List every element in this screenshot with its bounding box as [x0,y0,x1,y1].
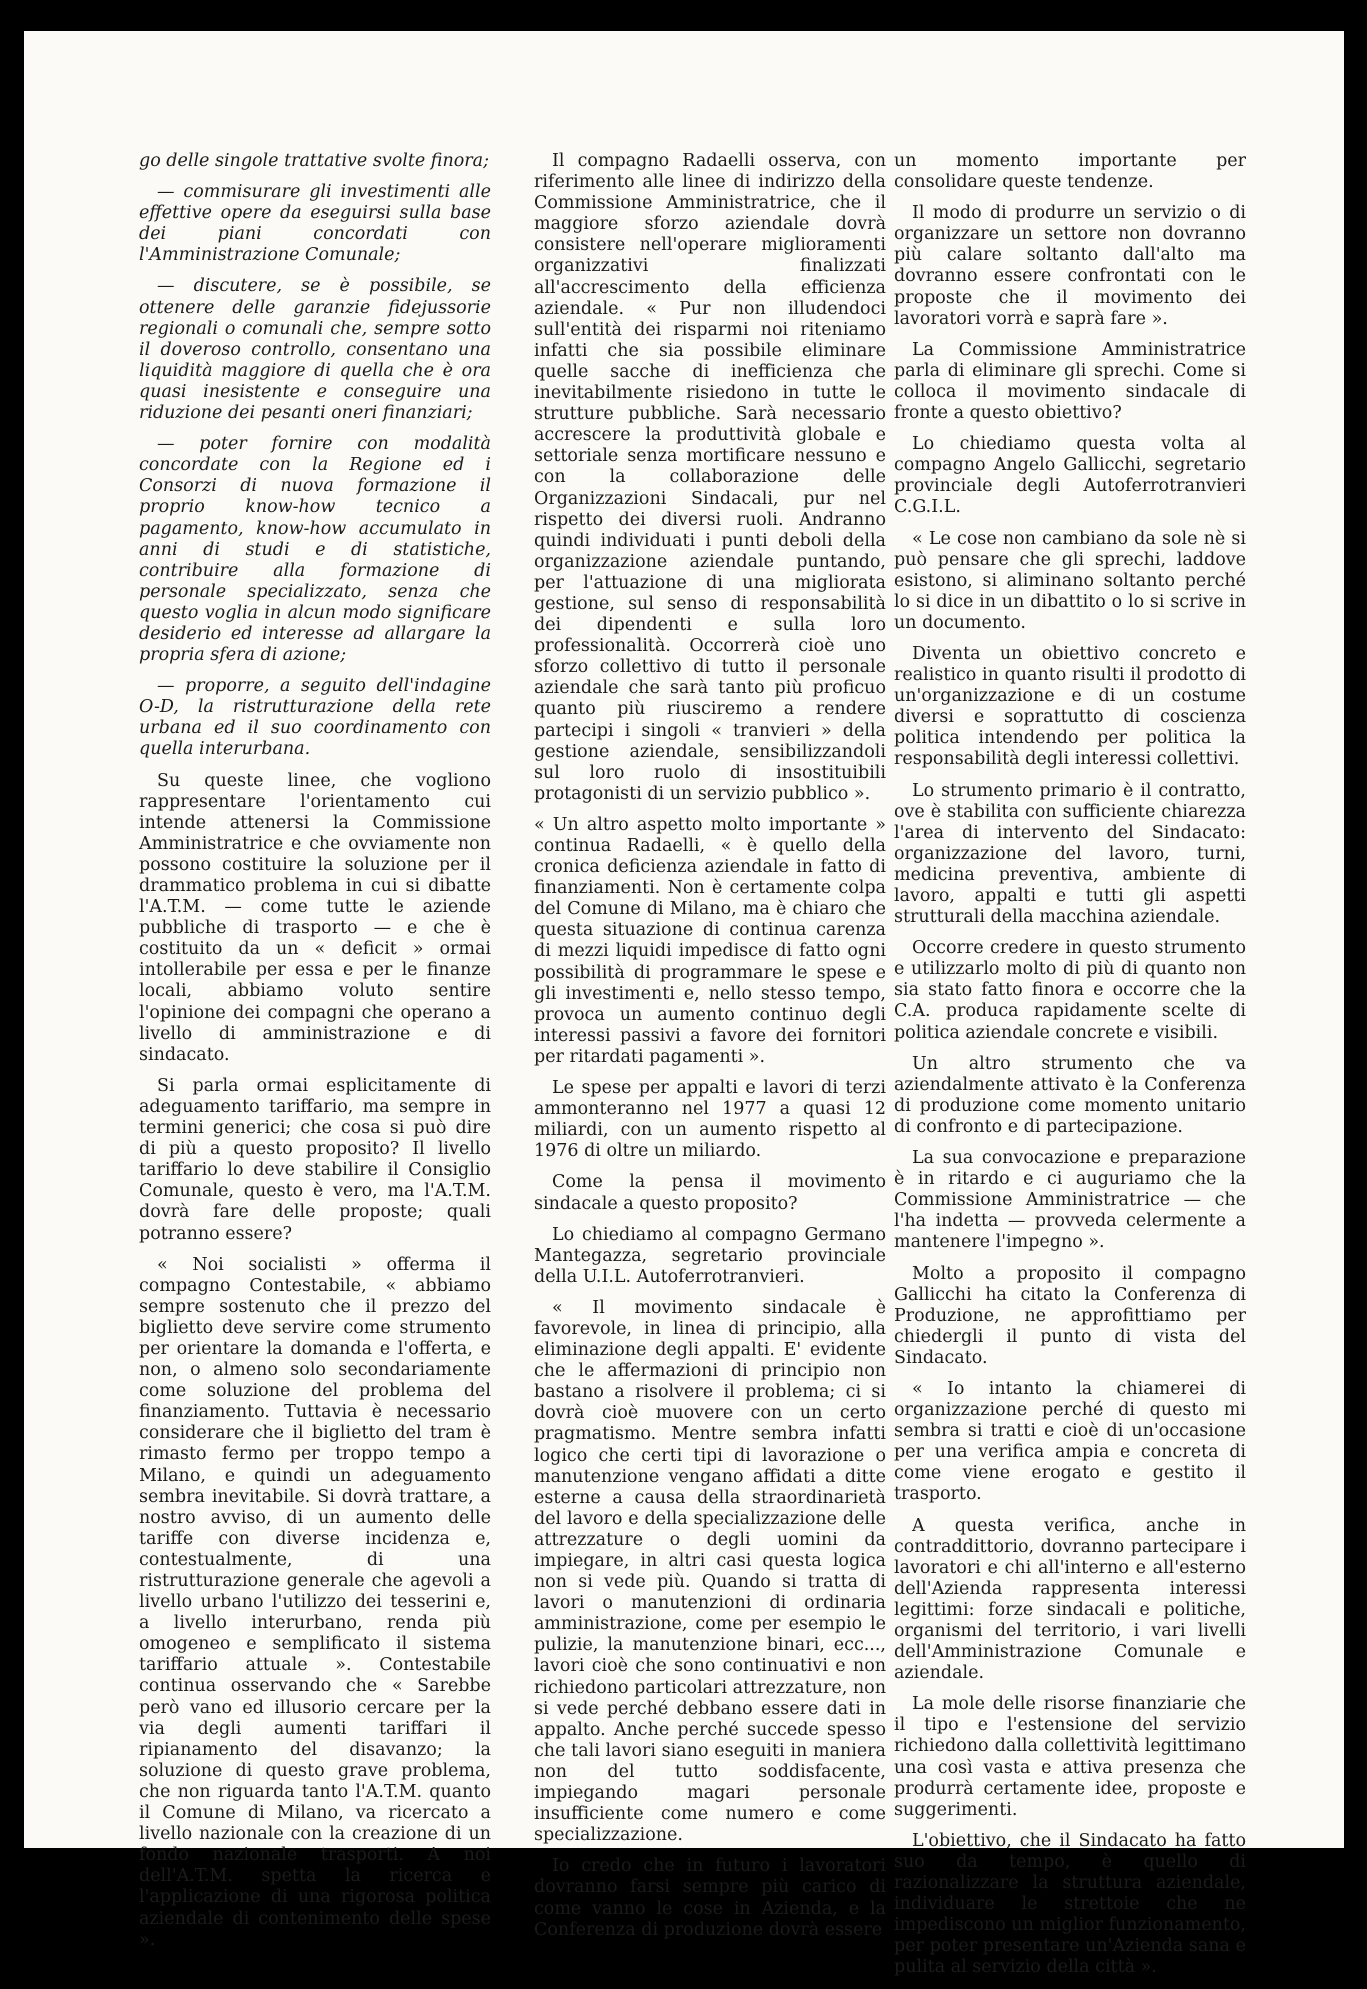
paragraph: Lo chiediamo questa volta al compagno Angelo Gallicchi, segretario provinciale degli Autoferrotranvieri C.G.I.L. [894,434,1246,518]
paragraph: « Il movimento sindacale è favorevole, in linea di principio, alla eliminazione degli appalti. E' evidente che le affermazioni di principio non bastano a risolvere il problema; ci si dovrà cioè muovere con un certo pragmatismo. Mentre sembra infatti logico che certi tipi di lavorazione o manutenzione vengano affidati a ditte esterne a causa della straordinarietà del lavoro e della specializzazione delle attrezzature o degli uomini da impiegare, in altri casi questa logica non si vede più. Quando si tratta di lavori o manutenzioni di ordinaria amministrazione, come per esempio le pulizie, la manutenzione binari, ecc..., lavori cioè che sono continuativi e non richiedono particolari attrezzature, non si vede perché debbano essere dati in appalto. Anche perché succede spesso che tali lavori siano eseguiti in maniera non del tutto soddisfacente, impiegando magari personale insufficiente come numero e come specializzazione. [534,1297,886,1846]
paragraph: « Noi socialisti » offerma il compagno Contestabile, « abbiamo sempre sostenuto che il prezzo del biglietto deve servire come strumento per orientare la domanda e l'offerta, e non, o almeno solo secondariamente come soluzione del problema del finanziamento. Tuttavia è necessario considerare che il biglietto del tram è rimasto fermo per troppo tempo a Milano, e quindi un adeguamento sembra inevitabile. Si dovrà trattare, a nostro avviso, di un aumento delle tariffe con diverse incidenza e, contestualmente, di una ristrutturazione generale che agevoli a livello urbano l'utilizzo dei tesserini e, a livello interurbano, renda più omogeneo e semplificato il sistema tariffario attuale ». Contestabile continua osservando che « Sarebbe però vano ed illusorio cercare per la via degli aumenti tariffari il ripianamento del disavanzo; la soluzione di questo grave problema, che non riguarda tanto l'A.T.M. quanto il Comune di Milano, va ricercato a livello nazionale con la creazione di un fondo nazionale trasporti. A noi dell'A.T.M. spetta la ricerca e l'applicazione di una rigorosa politica aziendale di contenimento delle spese ». [139,1254,491,1950]
paragraph: Lo chiediamo al compagno Germano Mantegazza, segretario provinciale della U.I.L. Autoferrotranvieri. [534,1224,886,1287]
paragraph: La mole delle risorse finanziarie che il tipo e l'estensione del servizio richiedono dalla collettività legittimano una così vasta e attiva presenza che produrrà certamente idee, proposte e suggerimenti. [894,1694,1246,1820]
paragraph: Le spese per appalti e lavori di terzi ammonteranno nel 1977 a quasi 12 miliardi, con un aumento rispetto al 1976 di oltre un miliardo. [534,1078,886,1162]
document-page [24,31,1344,1978]
text-column-1 [139,151,491,1961]
text-column-2 [534,151,886,1951]
paragraph: Il compagno Radaelli osserva, con riferimento alle linee di indirizzo della Commissione Amministratrice, che il maggiore sforzo aziendale dovrà consistere nell'operare miglioramenti organizzativi finalizzati all'accrescimento della efficienza aziendale. « Pur non illudendoci sull'entità dei risparmi noi riteniamo infatti che sia possibile eliminare quelle sacche di inefficienza che inevitabilmente risiedono in tutte le strutture pubbliche. Sarà necessario accrescere la produttività globale e settoriale senza mortificare nessuno e con la collaborazione delle Organizzazioni Sindacali, pur nel rispetto dei diversi ruoli. Andranno quindi individuati i punti deboli della organizzazione aziendale puntando, per l'attuazione di una migliorata gestione, sul senso di responsabilità dei dipendenti e sulla loro professionalità. Occorrerà cioè uno sforzo collettivo di tutto il personale aziendale che sarà tanto più proficuo quanto più riusciremo a rendere partecipi i singoli « tranvieri » della gestione aziendale, sensibilizzandoli sul loro ruolo di insostituibili protagonisti di un servizio pubblico ». [534,151,886,804]
paragraph: « Le cose non cambiano da sole nè si può pensare che gli sprechi, laddove esistono, si aliminano soltanto perché lo si dice in un dibattito o lo si scrive in un documento. [894,528,1246,633]
paragraph: La Commissione Amministratrice parla di eliminare gli sprechi. Come si colloca il movimento sindacale di fronte a questo obiettivo? [894,339,1246,424]
paragraph: Diventa un obiettivo concreto e realistico in quanto risulti il prodotto di un'organizzazione e di un costume diversi e soprattutto di coscienza politica intendendo per politica la responsabilità degli interessi collettivi. [894,643,1246,770]
paragraph: Come la pensa il movimento sindacale a questo proposito? [534,1172,886,1214]
paragraph: Io credo che in futuro i lavoratori dovranno farsi sempre più carico di come vanno le cose in Azienda, e la Conferenza di produzione dovrà essere [534,1856,886,1940]
paragraph: A questa verifica, anche in contraddittorio, dovranno partecipare i lavoratori e chi all'interno e all'esterno dell'Azienda rappresenta interessi legittimi: forze sindacali e politiche, organismi del territorio, i vari livelli dell'Amministrazione Comunale e aziendale. [894,1515,1246,1684]
paragraph: Su queste linee, che vogliono rappresentare l'orientamento cui intende attenersi la Commissione Amministratrice e che ovviamente non possono costituire la soluzione per il drammatico problema in cui si dibatte l'A.T.M. — come tutte le aziende pubbliche di trasporto — e che è costituito da un « deficit » ormai intollerabile per essa e per le finanze locali, abbiamo voluto sentire l'opinione dei compagni che operano a livello di amministrazione e di sindacato. [139,770,491,1065]
paragraph: — poter fornire con modalità concordate con la Regione ed i Consorzi di nuova formazione il proprio know-how tecnico a pagamento, know-how accumulato in anni di studi e di statistiche, contribuire alla formazione di personale specializzato, senza che questo voglia in alcun modo significare desiderio ed interesse ad allargare la propria sfera di azione; [139,434,491,666]
text-column-3 [894,151,1246,1989]
paragraph: La sua convocazione e preparazione è in ritardo e ci auguriamo che la Commissione Amministratrice — che l'ha indetta — provveda celermente a mantenere l'impegno ». [894,1148,1246,1253]
paragraph: — discutere, se è possibile, se ottenere delle garanzie fidejussorie regionali o comunali che, sempre sotto il doveroso controllo, consentano una liquidità maggiore di quella che è ora quasi inesistente e conseguire una riduzione dei pesanti oneri finanziari; [139,276,491,424]
paragraph: Un altro strumento che va aziendalmente attivato è la Conferenza di produzione come momento unitario di confronto e di partecipazione. [894,1053,1246,1137]
paragraph: — commisurare gli investimenti alle effettive opere da eseguirsi sulla base dei piani concordati con l'Amministrazione Comunale; [139,182,491,266]
paragraph: « Io intanto la chiamerei di organizzazione perché di questo mi sembra si tratti e cioè di un'occasione per una verifica ampia e concreta di come viene erogato e gestito il trasporto. [894,1378,1246,1505]
paragraph: go delle singole trattative svolte finora; [139,151,489,171]
paragraph: Si parla ormai esplicitamente di adeguamento tariffario, ma sempre in termini generici; che cosa si può dire di più a questo proposito? Il livello tariffario lo deve stabilire il Consiglio Comunale, questo è vero, ma l'A.T.M. dovrà fare delle proposte; quali potranno essere? [139,1075,491,1244]
paragraph: Occorre credere in questo strumento e utilizzarlo molto di più di quanto non sia stato fatto finora e occorre che la C.A. produca rapidamente scelte di politica aziendale concrete e visibili. [894,938,1246,1043]
paragraph: Il modo di produrre un servizio o di organizzare un settore non dovranno più calare soltanto dall'alto ma dovranno essere confrontati con le proposte che il movimento dei lavoratori vorrà e saprà fare ». [894,203,1246,329]
paragraph: « Un altro aspetto molto importante » continua Radaelli, « è quello della cronica deficienza aziendale in fatto di finanziamenti. Non è certamente colpa del Comune di Milano, ma è chiaro che questa situazione di continua carenza di mezzi liquidi impedisce di fatto ogni possibilità di programmare le spese e gli investimenti e, nello stesso tempo, provoca un aumento continuo degli interessi passivi a favore dei fornitori per ritardati pagamenti ». [534,814,886,1067]
paragraph: L'obiettivo, che il Sindacato ha fatto suo da tempo, è quello di razionalizzare la struttura aziendale, individuare le strettoie che ne impediscono un miglior funzionamento, per poter presentare un'Azienda sana e pulita al servizio della città ». [894,1830,1246,1978]
paragraph: un momento importante per consolidare queste tendenze. [894,151,1246,193]
paragraph: — proporre, a seguito dell'indagine O-D, la ristrutturazione della rete urbana ed il suo coordinamento con quella interurbana. [139,676,491,760]
paragraph: Molto a proposito il compagno Gallicchi ha citato la Conferenza di Produzione, ne approfittiamo per chiedergli il punto di vista del Sindacato. [894,1263,1246,1368]
paragraph: Lo strumento primario è il contratto, ove è stabilita con sufficiente chiarezza l'area di intervento del Sindacato: organizzazione del lavoro, turni, medicina preventiva, ambiente di lavoro, appalti e tutti gli aspetti strutturali della macchina aziendale. [894,780,1246,928]
